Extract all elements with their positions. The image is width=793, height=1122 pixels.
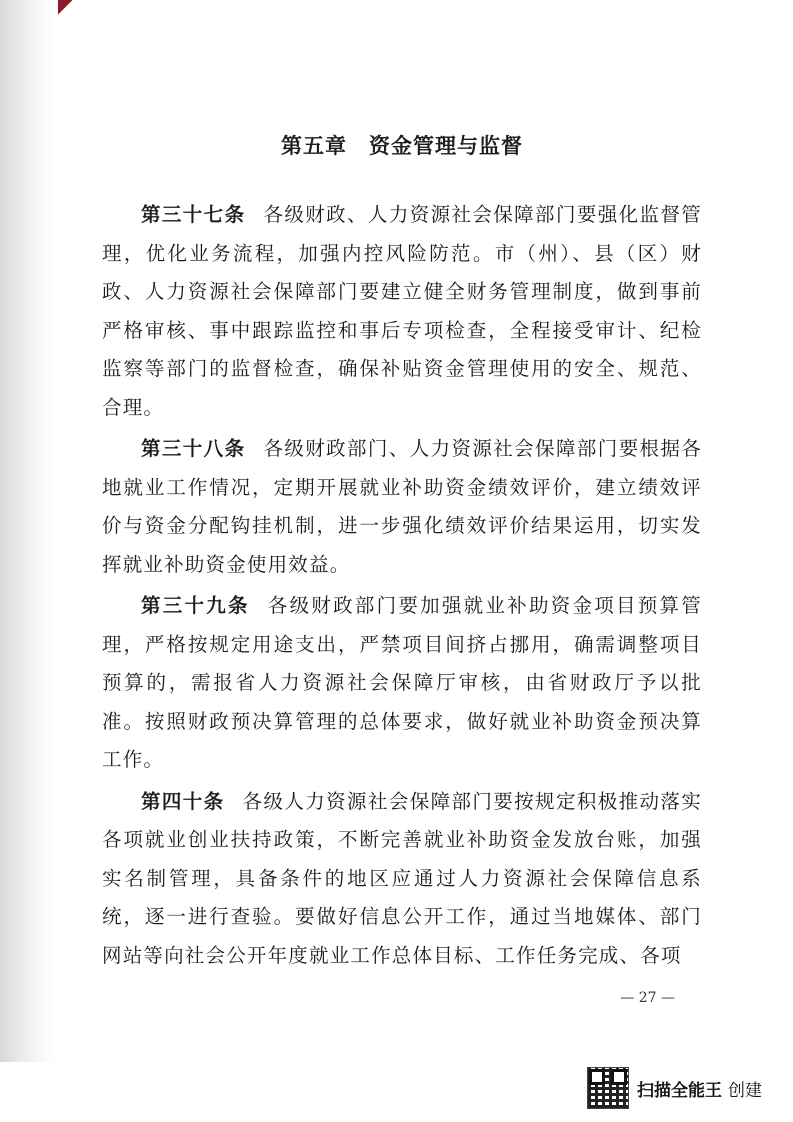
article-39 (102, 587, 702, 780)
article-number: 第三十七条 (141, 203, 246, 226)
page-number: — 27 — (620, 990, 675, 1006)
article-37 (102, 196, 702, 427)
watermark-text (637, 1076, 762, 1101)
article-text: 各级财政部门、人力资源社会保障部门要根据各地就业工作情况，定期开展就业补助资金绩效评价，建立绩效评价与资金分配钩挂机制，进一步强化绩效评价结果运用，切实发挥就业补助资金使用效益。 (102, 437, 702, 576)
article-38 (102, 430, 702, 584)
article-number: 第四十条 (141, 789, 225, 813)
qr-code-icon (587, 1067, 629, 1109)
watermark-suffix: 创建 (728, 1080, 762, 1101)
document-body (102, 130, 702, 978)
page-edge-shadow (0, 0, 56, 1062)
article-number: 第三十九条 (141, 594, 250, 617)
article-number: 第三十八条 (141, 437, 246, 460)
article-text: 各级财政部门要加强就业补助资金项目预算管理，严格按规定用途支出，严禁项目间挤占挪用，确需调整项目预算的，需报省人力资源社会保障厅审核，由省财政厅予以批准。按照财政预决算管理的总体要求，做好就业补助资金预决算工作。 (102, 594, 702, 771)
article-40 (102, 783, 702, 976)
watermark-app-name: 扫描全能王 (637, 1080, 722, 1101)
chapter-title: 第五章 资金管理与监督 (281, 134, 523, 158)
corner-mark (58, 0, 74, 16)
scanner-watermark (587, 1064, 787, 1112)
article-text: 各级人力资源社会保障部门要按规定积极推动落实各项就业创业扶持政策，不断完善就业补助资金发放台账，加强实名制管理，具备条件的地区应通过人力资源社会保障信息系统，逐一进行查验。要做好信息公开工作，通过当地媒体、部门网站等向社会公开年度就业工作总体目标、工作任务完成、各项 (102, 789, 702, 967)
article-text: 各级财政、人力资源社会保障部门要强化监督管理，优化业务流程，加强内控风险防范。市（州）、县（区）财政、人力资源社会保障部门要建立健全财务管理制度，做到事前严格审核、事中跟踪监控和事后专项检查，全程接受审计、纪检监察等部门的监督检查，确保补贴资金管理使用的安全、规范、合理。 (102, 203, 702, 419)
